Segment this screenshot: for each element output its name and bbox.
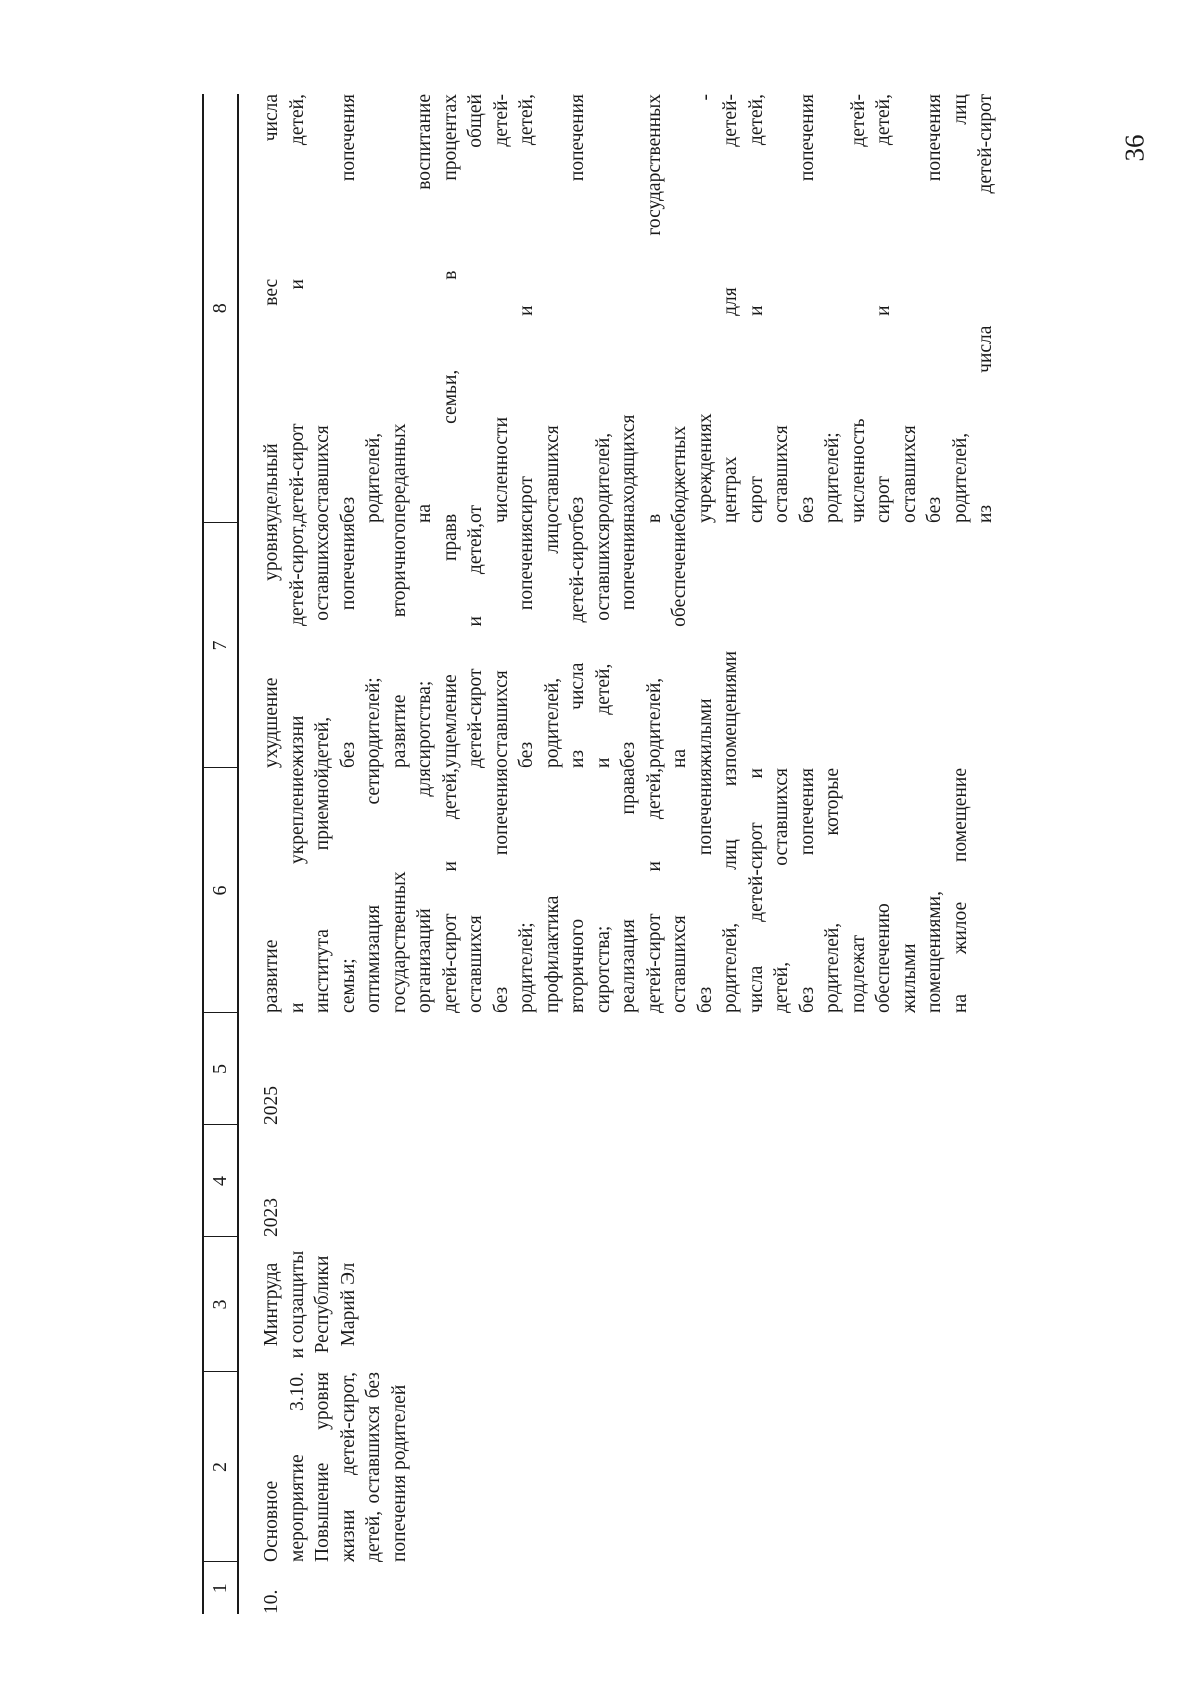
cell-line: Повышение уровня — [312, 1372, 333, 1562]
cell-line: переданных — [388, 423, 410, 523]
cell-line: из числа детей-сирот — [567, 523, 588, 768]
cell-line: профилактика — [541, 895, 563, 1013]
cell-line: находящихся — [618, 414, 639, 523]
cell-line: на обеспечение — [669, 523, 690, 768]
cell-line: без попечения — [924, 94, 945, 523]
column-header-2: 2 — [203, 1372, 238, 1562]
cell-line: детей-сирот и детей, — [465, 523, 486, 768]
cell-line: оставшихся — [669, 915, 690, 1013]
cell-line: жилыми — [694, 698, 716, 768]
cell-line: и соцзащиты — [286, 1250, 308, 1359]
cell-line: организаций для — [414, 768, 435, 1013]
page-number: 36 — [1119, 134, 1150, 162]
cell-line: численность детей- — [847, 94, 869, 523]
cell-line: без попечения — [796, 94, 818, 523]
cell-line: детей, оставшихся — [771, 768, 792, 1013]
cell-line: сиротства; — [592, 925, 614, 1013]
table-header-row — [203, 94, 238, 1614]
cell-line: без попечения — [618, 523, 639, 768]
cell-line: детей, оставшихся без — [363, 1372, 384, 1562]
cell-line: оставшихся — [490, 670, 512, 768]
cell-line: без попечения — [337, 523, 359, 768]
cell-line: Республики — [312, 1255, 333, 1354]
cell-line: бюджетных — [669, 425, 690, 523]
cell-line: родителей, — [363, 432, 384, 523]
cell-line: сирот и детей, — [745, 94, 767, 523]
cell-line: жизни детей-сирот, — [337, 1372, 359, 1562]
cell-line: оптимизация сети — [363, 768, 384, 1013]
indicator — [238, 94, 999, 523]
cell-line: Минтруда — [261, 1262, 282, 1347]
cell-line: помещениями, — [924, 891, 945, 1013]
cell-line: института приемной — [312, 768, 333, 1013]
cell-line: в государственных — [643, 94, 665, 523]
cell-line: семьи; — [337, 958, 359, 1013]
cell-line: детей-сирот и детей, — [286, 94, 308, 523]
cell-line: попечения родителей — [388, 1384, 410, 1562]
column-header-1: 1 — [203, 1562, 238, 1614]
cell-line: родителей, лиц — [949, 94, 971, 523]
cell-line: родителей; — [363, 677, 384, 768]
expected-result — [238, 768, 999, 1013]
cell-line: государственных — [388, 871, 410, 1013]
cell-line: удельный вес числа — [261, 94, 282, 523]
cell-line: без попечения — [796, 768, 818, 1013]
cell-line: подлежат — [847, 934, 869, 1013]
cell-line: Марий Эл — [337, 1262, 359, 1347]
column-header-8: 8 — [203, 94, 238, 523]
cell-line: без попечения — [490, 768, 512, 1013]
cell-line: родителей, — [643, 677, 665, 768]
cell-line: на воспитание — [414, 94, 435, 523]
column-header-4: 4 — [203, 1125, 238, 1237]
cell-line: оставшихся — [898, 425, 920, 523]
table-row — [238, 94, 999, 1614]
cell-line: родителей; — [516, 922, 537, 1013]
landscape-page — [202, 94, 1062, 1614]
measures-table — [202, 94, 999, 1614]
cell-line: на жилое помещение — [949, 768, 971, 1013]
cell-line: жизни детей-сирот, — [286, 523, 308, 768]
start-year: 2023 — [261, 1198, 282, 1237]
cell-line: жилыми — [898, 943, 920, 1013]
cell-line: оставшихся — [312, 425, 333, 523]
cell-line: численности детей- — [490, 94, 512, 523]
cell-line: детей-сирот и детей, — [439, 768, 461, 1013]
column-header-5: 5 — [203, 1013, 238, 1125]
cell-line: без попечения — [567, 94, 588, 523]
cell-line: развитие вторичного — [388, 523, 410, 768]
cell-line: из числа детей-сирот — [975, 94, 996, 523]
cell-line: реализация права — [618, 768, 639, 1013]
end-year: 2025 — [261, 1086, 282, 1125]
cell-line: помещениями — [720, 650, 741, 768]
cell-line: оставшихся — [465, 915, 486, 1013]
row-number: 10. — [261, 1589, 282, 1614]
cell-line: от общей — [465, 94, 486, 523]
measure-name — [238, 1372, 999, 1562]
cell-line: обеспечению — [873, 903, 894, 1013]
cell-line: сиротства; — [414, 680, 435, 768]
executor — [238, 1237, 999, 1372]
column-header-6: 6 — [203, 768, 238, 1013]
cell-line: центрах для детей- — [720, 94, 741, 523]
cell-line: числа детей-сирот и — [745, 768, 767, 1013]
cell-line: ухудшение уровня — [261, 523, 282, 768]
cell-line: в семьи, в процентах — [439, 94, 461, 523]
cell-line: оставшихся — [541, 425, 563, 523]
cell-line: и детей, оставшихся — [592, 523, 614, 768]
consequences — [238, 523, 999, 768]
cell-line: развитие — [261, 939, 282, 1013]
cell-line: детей-сирот и детей, — [643, 768, 665, 1013]
cell-line: Основное — [261, 1480, 282, 1562]
cell-line: родителей, которые — [822, 768, 843, 1013]
cell-line: без попечения — [694, 768, 716, 1013]
cell-line: сирот и детей, — [516, 94, 537, 523]
cell-line: учреждениях - — [694, 94, 716, 523]
cell-line: ущемление прав — [439, 523, 461, 768]
cell-line: и укрепление — [286, 768, 308, 1013]
cell-line: без попечения — [516, 523, 537, 768]
cell-line: вторичного — [567, 918, 588, 1013]
cell-line: без попечения — [337, 94, 359, 523]
cell-line: родителей, лиц из — [720, 768, 741, 1013]
column-header-3: 3 — [203, 1237, 238, 1372]
column-header-7: 7 — [203, 523, 238, 768]
cell-line: родителей, лиц — [541, 523, 563, 768]
cell-line: мероприятие 3.10. — [286, 1372, 308, 1562]
cell-line: сирот и детей, — [873, 94, 894, 523]
cell-line: родителей, — [592, 432, 614, 523]
cell-line: родителей; — [822, 432, 843, 523]
cell-line: детей, оставшихся — [312, 523, 333, 768]
cell-line: оставшихся — [771, 425, 792, 523]
